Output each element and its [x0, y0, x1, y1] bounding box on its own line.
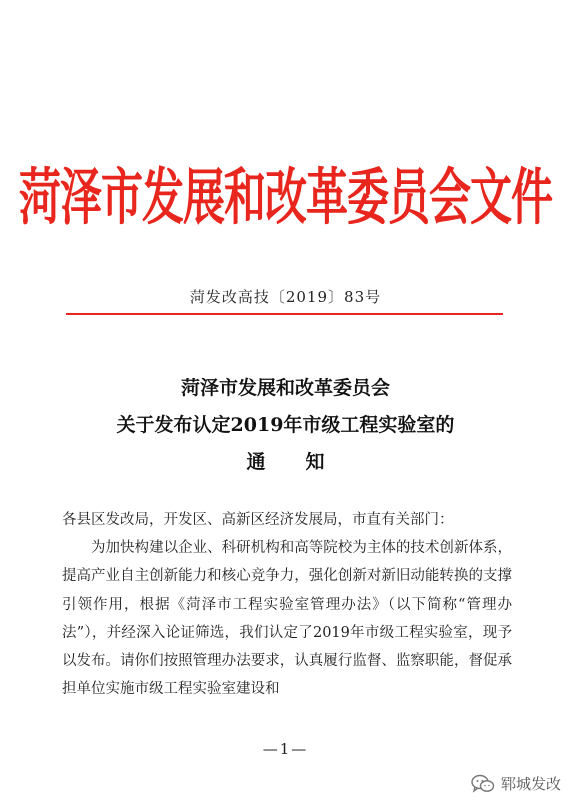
document-number: 菏发改高技〔2019〕83号	[189, 288, 382, 306]
page-number: —1—	[262, 740, 309, 758]
wechat-icon	[471, 774, 495, 794]
red-divider-line	[66, 313, 503, 315]
body-paragraph: 为加快构建以企业、科研机构和高等院校为主体的技术创新体系，提高产业自主创新能力和核心竞争力，强化创新对新旧动能转换的支撑引领作用，根据《菏泽市工程实验室管理办法》（以下简称“管理办法”），并经深入论证筛选，我们认定了2019年市级工程实验室，现予以发布。请你们按照管理办法要求，认真履行监督、监察职能，督促承担单位实施市级工程实验室建设和	[62, 540, 512, 698]
notice-title-line-1: 菏泽市发展和改革委员会	[180, 377, 390, 399]
notice-title-line-2: 关于发布认定2019年市级工程实验室的	[116, 414, 455, 436]
watermark-label: 郓城发改	[500, 775, 561, 793]
document-header-title: 菏泽市发展和改革委员会文件	[18, 161, 552, 233]
salutation: 各县区发改局，开发区、高新区经济发展局，市直有关部门：	[62, 512, 454, 528]
notice-title-line-3: 通知	[246, 451, 365, 473]
watermark	[471, 773, 561, 794]
document-body	[62, 506, 512, 703]
